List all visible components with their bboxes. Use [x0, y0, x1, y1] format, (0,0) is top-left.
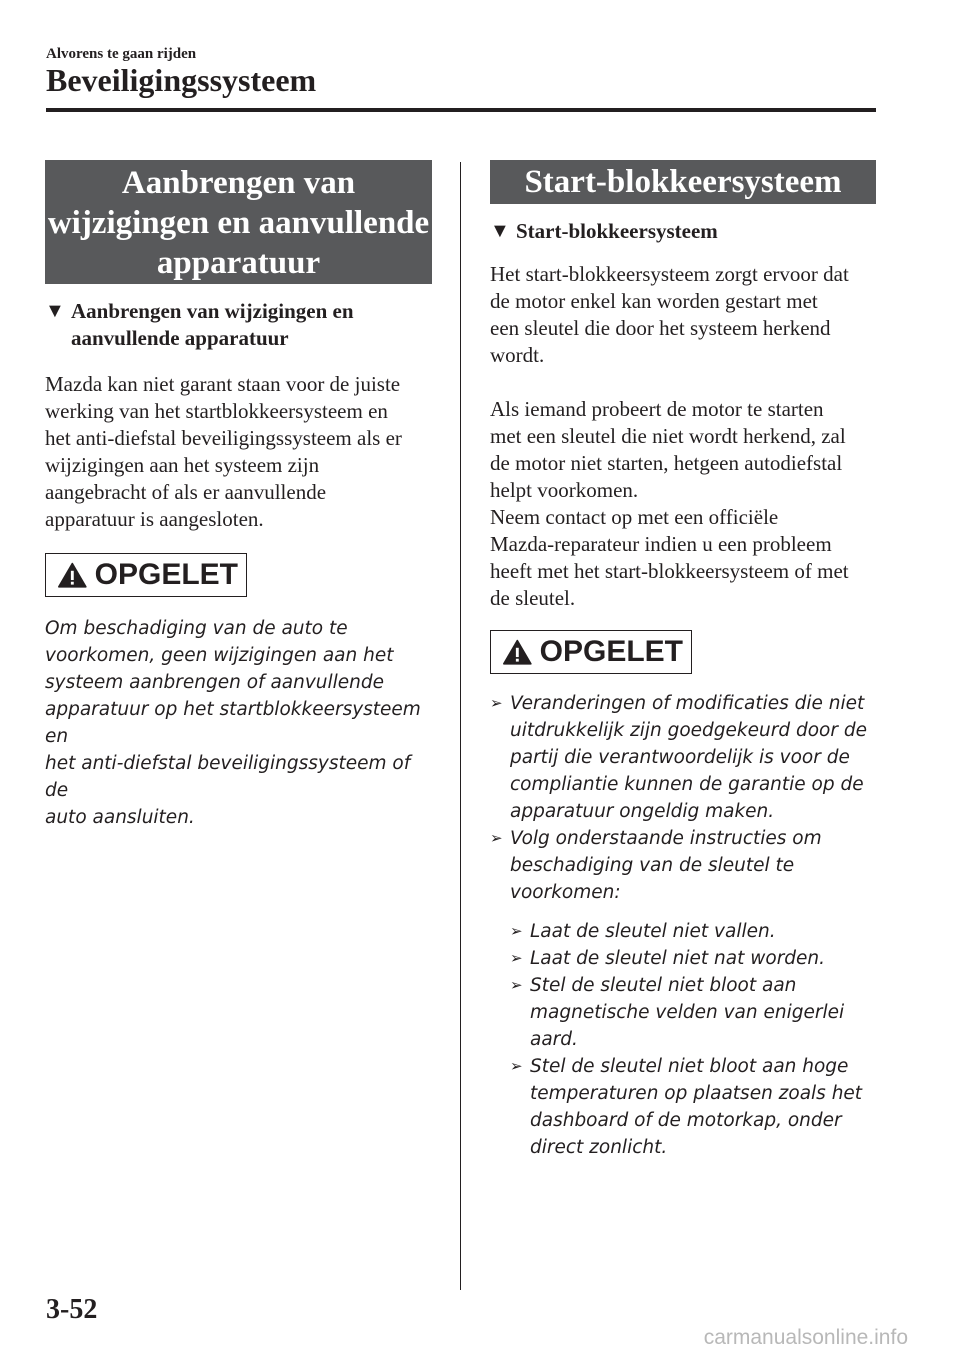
watermark: carmanualsonline.info: [703, 1326, 908, 1349]
right-body-text-1: Het start-blokkeersysteem zorgt ervoor dat de motor enkel kan worden gestart met een sleutel die door het systeem herkend wordt.: [490, 262, 849, 367]
banner-line: wijzigingen en aanvullende: [47, 205, 430, 241]
arrow-bullet-icon: ➢: [490, 829, 503, 847]
sub-list-item: [510, 918, 880, 945]
caution-badge: [45, 553, 247, 597]
banner-line: Aanbrengen van: [121, 165, 356, 201]
left-section-banner: [45, 160, 432, 284]
right-caution-list: [490, 690, 880, 1161]
arrow-bullet-icon: ➢: [490, 694, 503, 712]
subheading-line: Aanbrengen van wijzigingen en: [71, 299, 354, 323]
bullet-text: Stel de sleutel niet bloot aan magnetische velden van enigerlei aard.: [530, 975, 845, 1050]
bullet-text: Laat de sleutel niet vallen.: [530, 921, 776, 942]
caution-label: OPGELET: [94, 558, 238, 591]
list-item: [490, 825, 880, 906]
left-column: [45, 160, 435, 831]
left-subheading: [45, 298, 435, 352]
right-body-text-2: Als iemand probeert de motor te starten met een sleutel die niet wordt herkend, zal de motor niet starten, hetgeen autodiefstal helpt voorkomen. Neem contact op met een officiële Mazda-reparateur indien u een probleem heeft met het start-blokkeersysteem of met de sleutel.: [490, 397, 849, 610]
header-rule: [46, 108, 876, 112]
arrow-bullet-icon: ➢: [510, 976, 523, 994]
section-title: Alvorens te gaan rijden: [46, 46, 197, 62]
arrow-bullet-icon: ➢: [510, 949, 523, 967]
left-body-text: Mazda kan niet garant staan voor de juiste werking van het startblokkeersysteem en het anti-diefstal beveiligingssysteem als er wijzigingen aan het systeem zijn aangebracht of als er aanvullende apparatuur is aangesloten.: [45, 372, 402, 531]
warning-icon: [503, 637, 532, 667]
warning-icon: [58, 560, 87, 590]
chapter-title: Beveiligingssysteem: [46, 62, 317, 98]
bullet-text: Veranderingen of modificaties die niet uitdrukkelijk zijn goedgekeurd door de partij die verantwoordelijk is voor de compliantie kunnen de garantie op de apparatuur ongeldig maken.: [510, 693, 867, 822]
right-column: [490, 160, 880, 1161]
subheading-line: Start-blokkeersysteem: [516, 219, 718, 243]
triangle-down-icon: ▼: [490, 220, 510, 242]
arrow-bullet-icon: ➢: [510, 1057, 523, 1075]
left-caution-text: Om beschadiging van de auto te voorkomen, geen wijzigingen aan het systeem aanbrengen of aanvullende apparatuur op het startblokkeersysteem en het anti-diefstal beveiligingssysteem of de auto aansluiten.: [45, 618, 421, 828]
page-number: 3-52: [46, 1294, 98, 1325]
bullet-text: Volg onderstaande instructies om beschadiging van de sleutel te voorkomen:: [510, 828, 822, 903]
caution-badge: [490, 630, 692, 674]
list-item: [490, 690, 880, 825]
sub-bullet-list: [490, 918, 880, 1161]
sub-list-item: [510, 945, 880, 972]
bullet-text: Laat de sleutel niet nat worden.: [530, 948, 826, 969]
triangle-down-icon: ▼: [45, 300, 65, 322]
sub-list-item: [510, 1053, 880, 1161]
right-section-banner: Start-blokkeersysteem: [490, 160, 876, 204]
column-divider: [460, 162, 461, 1290]
banner-line: apparatuur: [156, 245, 321, 281]
bullet-text: Stel de sleutel niet bloot aan hoge temperaturen op plaatsen zoals het dashboard of de motorkap, onder direct zonlicht.: [530, 1056, 863, 1158]
subheading-line: aanvullende apparatuur: [71, 326, 289, 350]
arrow-bullet-icon: ➢: [510, 922, 523, 940]
sub-list-item: [510, 972, 880, 1053]
right-subheading: [490, 218, 880, 245]
caution-label: OPGELET: [539, 635, 683, 668]
